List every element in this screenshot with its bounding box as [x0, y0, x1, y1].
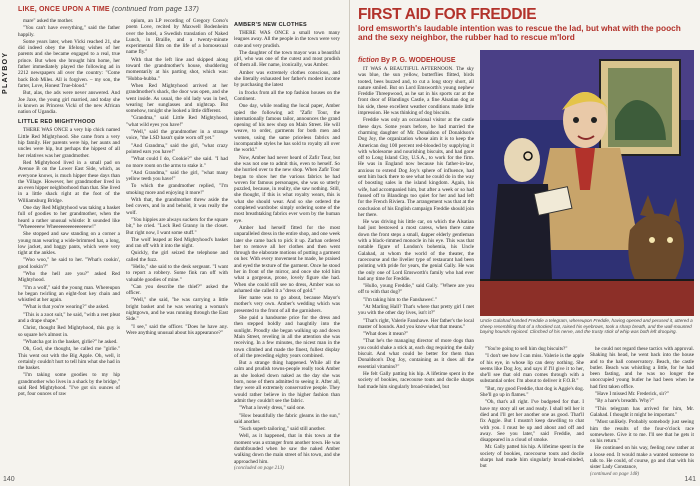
- paragraph: "Well," said the grandmother in a strange voice, "the LSD hasn't quite worn off yet.": [126, 129, 228, 142]
- byline-author: P. G. WODEHOUSE: [391, 57, 456, 64]
- paragraph: "This telegram has arrived for him, Mr. Galahad. I thought it might be important.": [590, 405, 694, 418]
- paragraph: "I see," said the officer. "Does he have any. Were anything unusual about his appearance?": [126, 323, 228, 336]
- paragraph: "I'm taking some goodies to my hip grandmother who lives in a shack by the bridge," said Red Mightyhood. "I've got six ounces of pot, four ounces of raw: [18, 372, 120, 398]
- paragraph: She stopped and saw standing on a corner a young man wearing a wide-brimmed hat, a long, low jacket, and baggy pants, which were very tight at the ankles.: [18, 231, 120, 257]
- paragraph: "By a hare's breadth. Why?": [595, 398, 654, 405]
- paragraph: He continued on his way, feeling now rather at a loose end. It would make a wanted someone to talk to. He could, of course, go and chat with his sister Lady Constance,: [590, 445, 694, 471]
- paragraph: "That's right, Valerie Fanshawe. Her father's the local master of hounds. And you know what that means.": [358, 317, 474, 330]
- continuation-note: (continued on page 148): [590, 471, 640, 477]
- paragraph: One day, while reading the local paper, Amber spied the following ad: "Zafir Tour, the internationally famous tailor, announces the grand opening of his new shop on Main Street. He will weave, to order, garments for both men and women, using the same priceless fabrics and incomparable styles he has sold to royalty all over the world.": [234, 103, 340, 154]
- paragraph: IT WAS A BEAUTIFUL AFTERNOON. The sky was blue, the sun yellow, butterflies flitted, birds tooted, bees buzzed and, to cut a long story short, all nature smiled. But on Lord Emsworth's young nephew Freddie Threepwood, as he sat in his sports car at the front door of Blandings Castle, a fine Alsatian dog at his side, these excellent weather conditions made little impression. He was thinking of dog biscuits.: [358, 66, 474, 117]
- paragraph: Oh, God, she thought, he called me "girlie." This went out with the Big Apple. Oh, well, it certainly couldn't hurt to tell him what she had in the basket.: [18, 346, 120, 372]
- paragraph: "And Grandma," said the girl, "what many yellow teeth you have!": [126, 169, 228, 183]
- section-heading: LITTLE RED MIGHTYHOOD: [18, 119, 96, 126]
- paragraph: mare" asked the mother.: [23, 18, 74, 24]
- article-title: FIRST AID FOR FREDDIE: [358, 6, 537, 23]
- paragraph: To which the grandmother replied, "I'm smoking more and enjoying it more!": [126, 183, 228, 196]
- paragraph: Amber had herself fitted for the most unparalleled dress in the entire shop, and one week later she came back to pick it up. Zarhan ordered her to remove all her clothes and then went through the elaborate motions of putting a garment on her. With every movement he made, he praised and eyed the texture of the garment. Once he stood her in front of the mirror, and once she told him what a gorgeous, prone, lovely figure she had. When she could still see no dress, Amber was so ashamed she called it a "dress of gold.": [234, 224, 340, 294]
- paragraph: Freddie was only an occasional visitor at the castle these days. Some years before, he had married the charming daughter of Mr. Donaldson of Donaldson's Dog Joy, the organization whose aim it is to keep the American dog 100 percent red-blooded by supplying it with wholesome and nourishing biscuits, and had gone off to Long Island City, U.S.A., to work for the firm. He was in England now because his father-in-law, anxious to extend Dog Joy's sphere of influence, had sent him back there to see what he could do in the way of boosting sales in the island kingdom. Again, his wife, had accompanied him, but after a week or so had fussed off to Blandings too quiet for her and had left for the French Riviera. The arrangement was that at the conclusion of his English campaign Freddie should join her there.: [358, 117, 474, 218]
- paragraph: Red Mightyhood lived in a small pad on Avenue B on the Lower East Side, which, as everyone knows, is much hipper these days than the Village. However, her grandmother lived in an even hipper neighborhood than that. She lived in a little shack right at the foot of the Williamsburg Bridge.: [18, 159, 120, 204]
- paragraph: "Whatcha got in the basket, girlie?" he asked.: [23, 338, 118, 345]
- paragraph: "But, my good Freddie, that dog is Aggie's dog. She'll go up in flames.": [480, 385, 584, 399]
- paragraph: "Oh, that's all right. I've budgeted for that. I have my story all set and ready. I shall tell her it died and I'll get her another one as good. That'll fix Aggie. But I mustn't keep dawdling to chat with you. I must be up and about and off and away. See you later," said Freddie, and disappeared in a cloud of smoke.: [480, 399, 584, 444]
- paragraph: "That he's the managing director of more dogs than you could shake a stick at, each dog requiring the daily biscuit. And what could be better for them than Donaldson's Dog Joy, containing as it does all the essential vitamins?": [358, 338, 474, 370]
- paragraph: Well, as it happened, that in this town at the moment was a stranger from another town. He was dumbfounded when he saw the naked Amber walking down the main street of his town, and she approached him.: [234, 433, 340, 465]
- section-heading: AMBER'S NEW CLOTHES: [234, 22, 308, 28]
- paragraph: The daughter of the town mayor was a beautiful girl, who was one of the cutest and most prudish of them all. Her name, ironically, was Amber.: [234, 49, 340, 69]
- paragraph: "And Grandma," said the girl, "what crazy pointed ears you have!": [126, 142, 228, 155]
- paragraph: "Have I missed Mr. Frederick, sir?": [595, 391, 669, 398]
- paragraph: "You hippies are always suckers for the square bit," he cried. "Lock Red Granny in the closet. But right now, I want some stuff.": [126, 216, 228, 236]
- byline-by: By: [380, 57, 390, 64]
- paragraph: When Red Mightyhood arrived at her grandmother's shack, the door was open, and she went inside. As usual, the old lady was in bed, wearing her sunglasses and nightcap. But somehow, tonight she looked a little different.: [126, 82, 228, 115]
- article-deck: lord emsworth's laudable intention was to rescue the lad, but what with the pooch and the sexy neighbor, the rubber had to rescue m'lord: [358, 23, 681, 42]
- paragraph: THERE WAS ONCE a very hip chick named Little Red Mightyhood. She came from a very hip family. Her parents were hip, her aunts and uncles were hip, but perhaps the hippest of all her relatives was her grandmother.: [18, 127, 120, 159]
- paragraph: Her name was to go about, because Mayor's mother's very own. Amber's wedding which was presented to the front of all the garnishers.: [234, 295, 340, 314]
- folio-right: 141: [684, 476, 696, 483]
- paragraph: Quickly, the girl seized the telephone and called the fuzz.: [126, 250, 228, 263]
- illustration: [480, 50, 694, 316]
- byline: [358, 57, 456, 64]
- left-column-1: [18, 18, 120, 480]
- paragraph: "This is a zoot suit," he said, "with a reet pleat and a drape shape.": [18, 311, 120, 325]
- byline-prefix: fiction: [358, 57, 379, 64]
- paragraph: "What does it mean?": [363, 331, 409, 338]
- magazine-mast: PLAYBOY: [2, 51, 9, 94]
- paragraph: "You're going to sell him dog biscuits?": [485, 346, 568, 352]
- paragraph: "Such superb tailoring," said still another.: [239, 426, 326, 433]
- paragraph: "At Marling Hall? That's where that pretty girl I met you with the other day lives, isn't it?": [358, 303, 474, 317]
- illustration-caption: Uncle Galahad handed Freddie a telegram, whereupon Freddie, having opened and perused it, uttered a cheep resembling that of a shocked cat, raised his eyebrows, took a sharp breath, and the wall-mounted baying hounds rejoiced. Clinched of his nerve, and the trusty stick of whip was both left drooping.: [480, 318, 693, 335]
- left-page: [0, 0, 349, 486]
- running-head-title: LIKE, ONCE UPON A TIME: [18, 6, 110, 13]
- right-column-3: [590, 346, 694, 480]
- article-headline: [358, 6, 696, 42]
- paragraph: He was driving his little car, on which the Alsatian had just bestowed a most caress, when there came down the front steps a small, dapper elderly gentleman with a black-rimmed monocle in his eye. This was that notable figure of London's bohemia, his Uncle Galahad, at whom the world of the theater, the racecourse and the livelier type of restaurant had been pointing with pride for years, the genial Gally. He was the only one of Lord Emsworth's family who had ever had any time for Freddie.: [358, 219, 474, 282]
- paragraph: in frocks from all the top fashion houses on the Continent.: [234, 89, 340, 102]
- paragraph: "What a lovely dress," said one.: [239, 405, 306, 412]
- paragraph: Amber was extremely clothes conscious, and she literally exhausted her father's modest income by purchasing the latest: [234, 69, 340, 89]
- paragraph: "You can't have everything," said the father happily.: [18, 25, 120, 38]
- running-head: [18, 6, 338, 13]
- paragraph: "I don't see how I can miss. Valerie is the apple of his eye, in whose lip can deny nothing. She seems like Dog Joy, and says if I'll give it to her, she'll see that old man comes through with a substantial order. I'm about to deliver it F.O.B.": [480, 353, 584, 385]
- paragraph: "Most unlikely. Probably somebody just seeing him the results of the four-o'clock race somewhere. Give it to me. I'll see that he gets it on his return.": [590, 419, 694, 445]
- paragraph: "What could I do, Cookie?" she said. "I had no more room on the arms to stake it.": [126, 156, 228, 169]
- galahad-face: [504, 138, 540, 182]
- left-column-2: [126, 18, 228, 480]
- paragraph: "Who the hell are you?" asked Red Mightyhood.: [18, 270, 120, 284]
- alsatian-dog: [628, 214, 684, 280]
- paragraph: With that, the grandmother threw aside the bed covers, and lo and behold, it was really the wolf.: [126, 197, 228, 216]
- paragraph: Now, Amber had never heard of Zafir Tour, but she was not one to admit this, even to herself. So she hurried over to the new shop. When Zafir Tour began to show her the various fabrics he had woven for famous personages, she was so utterly puzzled, because, in reality, she saw nothing. Still, she thought, if this is what royalty wears, this is what she should wear. And so she ordered the completed wardrobe: simply ordering some of the most breathtaking fabrics ever worn by the human eye.: [234, 154, 340, 224]
- right-column-2: [480, 346, 584, 480]
- paragraph: "I'm a wolf," said the young man. Whereupon he began twirling an eight-foot key chain and whistled at her again.: [18, 284, 120, 304]
- paragraph: Mr. Gally patted his hip. A lifetime spent in the society of bookies, racecourse touts and docile sharps had made him singularly broad-minded, but: [480, 444, 584, 470]
- paragraph: "I'm taking him to the Fanshawes'.": [363, 296, 437, 303]
- paragraph: One day Red Mightyhood was taking a basket full of goodies to her grandmother, when the heard a rather unusual whistle: It sounded like "Wheeeeeew Wheeeeeeeeeeeeeeew!": [18, 205, 120, 230]
- continuation-note: (concluded on page 213): [234, 465, 284, 471]
- paragraph: But a strange thing happened. While all the calm and prudish towns-people really took Amber as she looked down naked as the day she was born, none of them admitted to seeing it. After all, they were all extremely conservative people. They would rather believe in the higher fashion than admit they couldn't see the fabric.: [234, 360, 340, 404]
- paragraph: With that the left line and skipped along toward the grandmother's house, shuddering momentarily at his parting shot, which was: "Hubba-hubba.": [126, 56, 228, 82]
- paragraph: "Hello," she said to the desk sergeant. "I want to report a robbery. Some fink ran off with valuable goodies of mine.": [126, 263, 228, 283]
- paragraph: She paid a handsome price for the dress and then stepped boldly and haughtily into the sunlight. Proudly she began walking up and down Main Street, reveling in all the attention she was receiving. In a few minutes, the nicest man in the town climbed and made the finest, fullest display of all the preceding eighty years combined.: [234, 315, 340, 359]
- paragraph: He felt Gally patting his hip. A lifetime spent in the society of bookies, racecourse touts and docile sharps had made him singularly broad-minded, but: [358, 370, 474, 390]
- paragraph: But, alas, the ads were never answered. And Joe Jaxe, the young girl married, and today she is known as Princess Vicki of the new African nation of Ugandia.: [18, 90, 120, 116]
- paragraph: The wolf leaped at Red Mightyhood's basket and ran off with it into the night.: [126, 236, 228, 250]
- paragraph: "What is that you're wearing?" she asked.: [23, 304, 110, 311]
- folio-left: 140: [3, 476, 15, 483]
- paragraph: opium, an LP recording of Gregory Corso's poem Love, recited by Maxwell Bodenheim over the hotel, a Swedish translation of Naked Lunch, in Braille, and a twenty-minute experimental film on the life of a homosexual name fly.": [126, 18, 228, 56]
- paragraph: "Woo woo," he said to her. "What's cookin', good lookin'?": [18, 257, 120, 270]
- paragraph: Christ, thought Red Mightyhood, this guy is so square he's almost in.: [18, 325, 120, 338]
- right-column-1: [358, 66, 474, 480]
- left-column-3: [234, 18, 340, 480]
- paragraph: "Well," she said, "he was carrying a little bright basket and he was wearing a woman's nightgown, and he was running through the East Side.": [126, 297, 228, 323]
- running-head-continuation: (continued from page 137): [111, 6, 200, 13]
- paragraph: "Grandma," said Little Red Mightyhood, "what wild eyes you have!": [126, 115, 228, 128]
- paragraph: Some years later, when Vicki reached 21, she did indeed obey the lifelong wishes of her parents and she became engaged to a real, true prince. But when she brought him home, her father immediately played the following ad in 2212 newspapers all over the country: "Come back Bob Miles. All is forgiven. ‒ my son, the farter, Love, Honest True-blood.": [18, 38, 120, 89]
- paragraph: THERE WAS ONCE a small town many leagues away. All the people in the town were very cute and very prudish.: [234, 30, 340, 49]
- paragraph: "Hullo, young Freddie," said Gally. "Where are you off to with that dog?": [358, 283, 474, 296]
- illustration-art: [480, 50, 694, 316]
- paragraph: he could not regard these tactics with approval. Shaking his head, he went back into the house and to the hall conservatory. Beach, the castle butler. Beach was whistling a little, for he had been fasting, and he was no longer the unoccupied young butler he had been when he had first taken office.: [590, 346, 694, 390]
- right-page: [350, 0, 700, 486]
- paragraph: "How beautifully the fabric gleams in the sun," said another.: [234, 412, 340, 425]
- paragraph: "Can you describe the thief?" asked the officer.: [126, 283, 228, 297]
